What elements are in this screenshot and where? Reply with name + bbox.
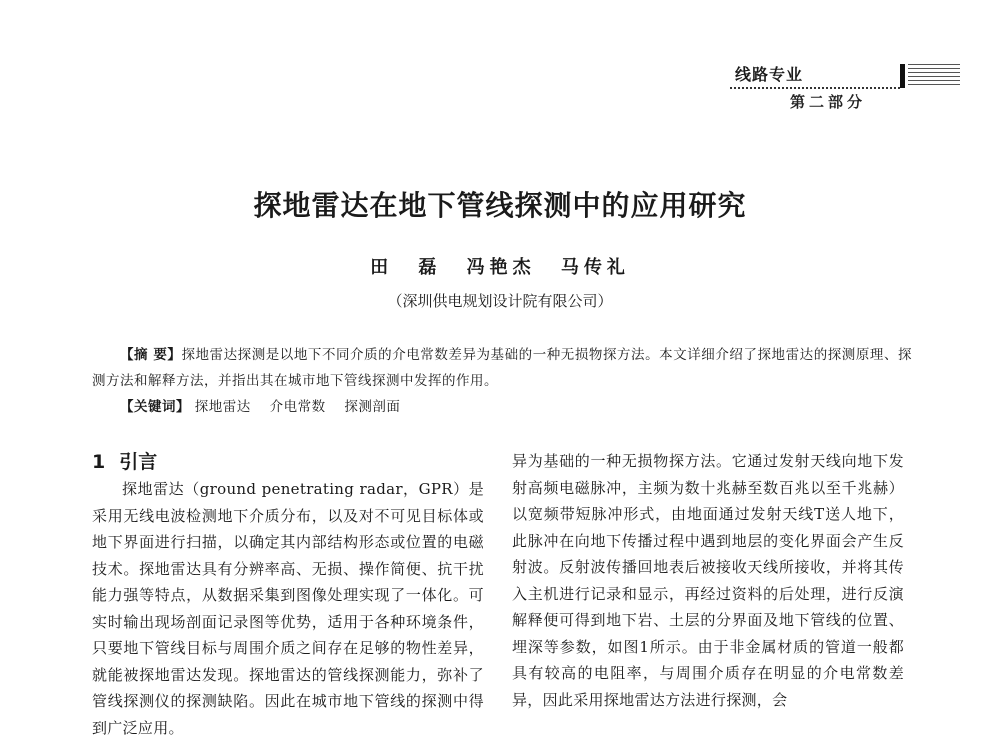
body-column-left — [92, 448, 484, 741]
section-title: 引言 — [119, 451, 158, 473]
abstract-text: 探地雷达探测是以地下不同介质的介电常数差异为基础的一种无损物探方法。本文详细介绍了探地雷达的探测原理、探测方法和解释方法，并指出其在城市地下管线探测中发挥的作用。 — [92, 347, 912, 389]
keywords-label: 【关键词】 — [120, 399, 190, 415]
section-number: 1 — [92, 451, 106, 473]
running-header — [735, 60, 975, 120]
header-part-label: 第二部分 — [790, 93, 867, 111]
keyword-item: 探测剖面 — [344, 399, 401, 415]
header-dotted-rule — [730, 87, 900, 89]
body-paragraph-right: 异为基础的一种无损物探方法。它通过发射天线向地下发射高频电磁脉冲，主频为数十兆赫至数百兆以至千兆赫）以宽频带短脉冲形式，由地面通过发射天线T送人地下，此脉冲在向地下传播过程中遇到地层的变化界面会产生反射波。反射波传播回地表后被接收天线所接收，并将其传入主机进行记录和显示，再经过资料的后处理，进行反演解释便可得到地下岩、土层的分界面及地下管线的位置、埋深等参数，如图1所示。由于非金属材质的管道一般都具有较高的电阻率，与周围介质存在明显的介电常数差异，因此采用探地雷达方法进行探测，会 — [512, 452, 904, 709]
header-section-label: 线路专业 — [735, 65, 804, 84]
body-paragraph-left: 探地雷达（ground penetrating radar，GPR）是采用无线电波检测地下介质分布，以及对不可见目标体或地下界面进行扫描，以确定其内部结构形态或位置的电磁技术。探地雷达具有分辨率高、无损、操作简便、抗干扰能力强等特点，从数据采集到图像处理实现了一体化。可实时输出现场剖面记录图等优势，适用于各种环境条件，只要地下管线目标与周围介质之间存在足够的物性差异，就能被探地雷达发现。探地雷达的管线探测能力，弥补了管线探测仪的探测缺陷。因此在城市地下管线的探测中得到广泛应用。 — [92, 480, 484, 737]
header-bar-decoration — [900, 64, 905, 88]
paper-authors: 田 磊 冯艳杰 马传礼 — [370, 257, 630, 278]
abstract — [92, 342, 912, 394]
header-lines-decoration — [908, 64, 960, 88]
paper-title: 探地雷达在地下管线探测中的应用研究 — [253, 189, 747, 222]
abstract-label: 【摘 要】 — [120, 347, 182, 363]
keyword-item: 探地雷达 — [194, 399, 251, 415]
body-column-right — [512, 448, 904, 713]
keyword-item: 介电常数 — [269, 399, 326, 415]
paper-affiliation: （深圳供电规划设计院有限公司） — [387, 292, 613, 310]
section-heading — [92, 448, 484, 476]
keywords — [120, 394, 414, 420]
